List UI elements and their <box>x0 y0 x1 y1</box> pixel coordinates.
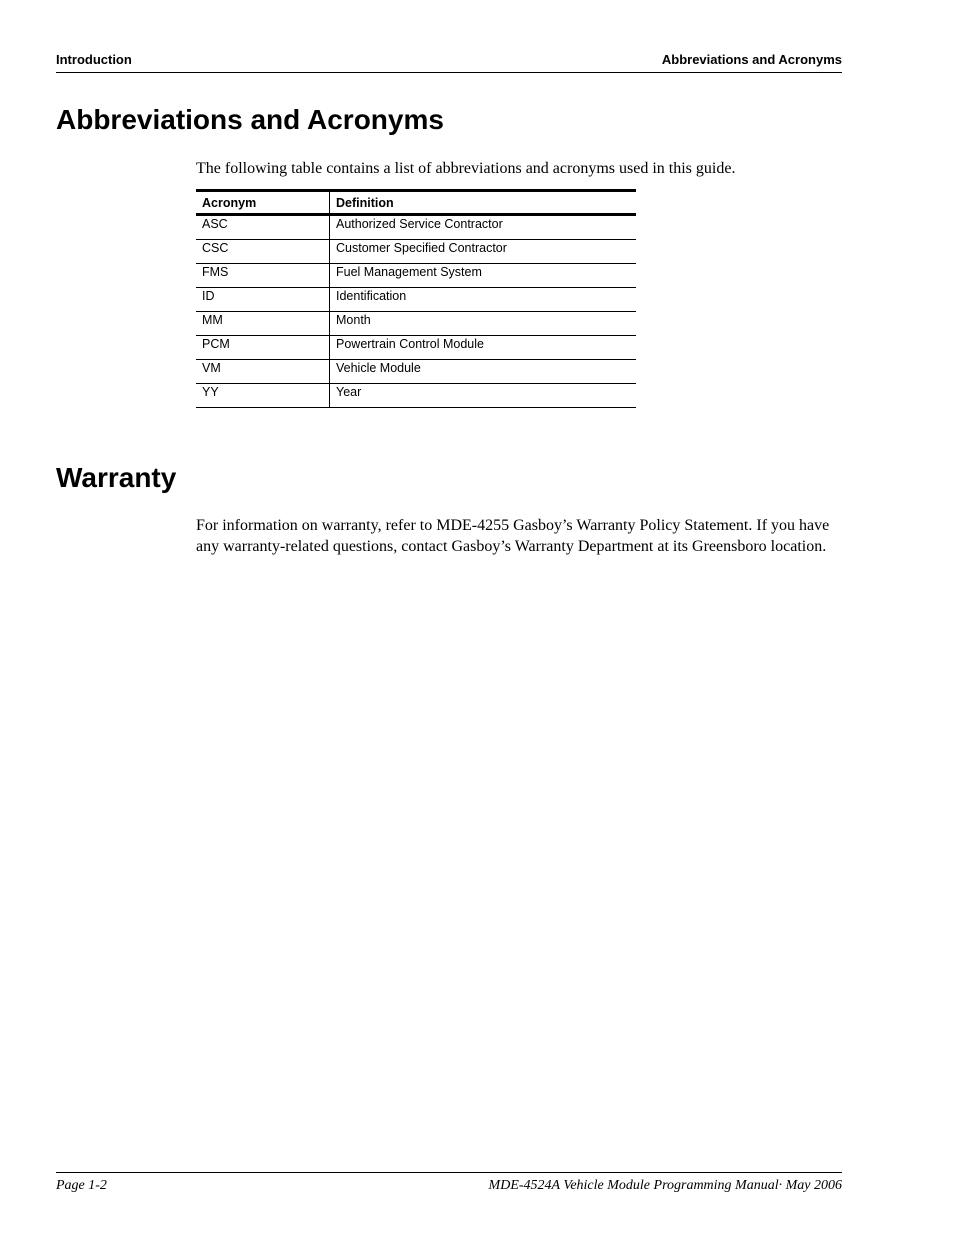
acronym-cell: PCM <box>196 336 330 360</box>
definition-cell: Powertrain Control Module <box>330 336 637 360</box>
table-row <box>196 264 636 288</box>
table-row <box>196 336 636 360</box>
warranty-heading: Warranty <box>56 462 177 493</box>
acronym-cell: ID <box>196 288 330 312</box>
acronym-cell: YY <box>196 384 330 408</box>
acronym-cell: MM <box>196 312 330 336</box>
acronym-table <box>196 189 636 408</box>
page-header <box>56 52 842 73</box>
definition-cell: Fuel Management System <box>330 264 637 288</box>
page-number: Page 1-2 <box>56 1178 107 1193</box>
table-row <box>196 360 636 384</box>
header-section-title: Introduction <box>56 52 132 67</box>
table-row <box>196 288 636 312</box>
table-row <box>196 312 636 336</box>
acronym-cell: VM <box>196 360 330 384</box>
abbreviations-heading: Abbreviations and Acronyms <box>56 104 444 135</box>
abbreviations-intro-text: The following table contains a list of abbreviations and acronyms used in this guide. <box>196 160 736 177</box>
table-row <box>196 240 636 264</box>
acronym-column-header: Acronym <box>196 191 330 215</box>
acronym-cell: CSC <box>196 240 330 264</box>
header-topic-title: Abbreviations and Acronyms <box>661 52 842 67</box>
definition-cell: Year <box>330 384 637 408</box>
page-footer <box>56 1172 842 1193</box>
definition-cell: Vehicle Module <box>330 360 637 384</box>
table-row <box>196 384 636 408</box>
table-row <box>196 215 636 240</box>
acronym-cell: FMS <box>196 264 330 288</box>
definition-cell: Customer Specified Contractor <box>330 240 637 264</box>
definition-cell: Identification <box>330 288 637 312</box>
definition-cell: Month <box>330 312 637 336</box>
acronym-cell: ASC <box>196 215 330 240</box>
definition-cell: Authorized Service Contractor <box>330 215 637 240</box>
definition-column-header: Definition <box>330 191 637 215</box>
warranty-text: For information on warranty, refer to MDE-4255 Gasboy’s Warranty Policy Statement. If you have any warranty-related questions, contact Gasboy’s Warranty Department at its Greensboro location. <box>196 517 830 555</box>
document-reference: MDE-4524A Vehicle Module Programming Manual· May 2006 <box>488 1178 842 1193</box>
table-header-row <box>196 191 636 215</box>
